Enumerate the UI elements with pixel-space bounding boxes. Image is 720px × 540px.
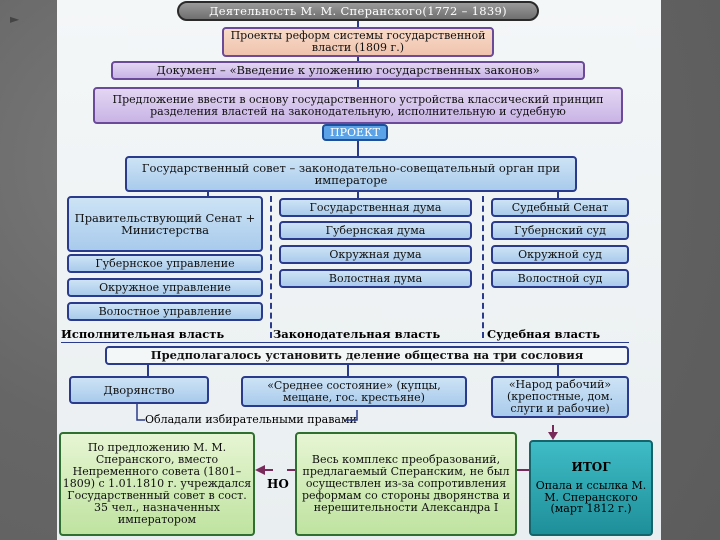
executive-gubernia-box: Губернское управление: [67, 254, 263, 273]
connector-line: [557, 365, 559, 376]
legislative-gubernia-box: Губернская дума: [279, 221, 472, 240]
judicial-branch-label: Судебная власть: [487, 327, 601, 341]
itog-text: Опала и ссылка М. М. Сперанского (март 1812 г.): [535, 478, 647, 516]
branch-underline: [61, 342, 629, 343]
slide-bullet: ►: [10, 12, 20, 26]
divider-line: [482, 196, 484, 338]
council-result-box: По предложению М. М. Сперанского, вместо Непременного совета (1801–1809) с 1.01.1810 г. учреждался Государственный совет в сост. 35 чел., назначенных императором: [59, 432, 255, 536]
judicial-senate-box: Судебный Сенат: [491, 198, 629, 217]
executive-branch-label: Исполнительная власть: [61, 327, 225, 341]
legislative-branch-label: Законодательная власть: [273, 327, 441, 341]
connector-line: [357, 141, 359, 156]
voting-rights-label: Обладали избирательными правами: [145, 413, 357, 426]
judicial-okrug-box: Окружной суд: [491, 245, 629, 264]
project-reforms-box: Проекты реформ системы государственной власти (1809 г.): [222, 27, 494, 57]
itog-title: ИТОГ: [571, 459, 611, 474]
estates-header: Предполагалось установить деление общества на три сословия: [105, 346, 629, 365]
judicial-gubernia-box: Губернский суд: [491, 221, 629, 240]
document-box: Документ – «Введение к уложению государственных законов»: [111, 61, 585, 80]
executive-okrug-box: Окружное управление: [67, 278, 263, 297]
estate-middle-box: «Среднее состояние» (купцы, мещане, гос. крестьяне): [241, 376, 467, 407]
state-council-box: Государственный совет – законодательно-совещательный орган при императоре: [125, 156, 577, 192]
reforms-result-box: Весь комплекс преобразований, предлагаемый Сперанским, не был осуществлен из-за сопротивления реформам со стороны дворянства и нерешительности Александра I: [295, 432, 517, 536]
connector-no-label: НО: [267, 477, 289, 491]
judicial-volost-box: Волостной суд: [491, 269, 629, 288]
connector-line: [357, 80, 359, 87]
estate-workers-box: «Народ рабочий» (крепостные, дом. слуги и рабочие): [491, 376, 629, 418]
diagram-title: Деятельность М. М. Сперанского(1772 – 1839): [177, 1, 539, 21]
diagram-slide: [57, 0, 661, 540]
itog-box: [529, 440, 653, 536]
project-label: ПРОЕКТ: [322, 124, 388, 141]
divider-line: [270, 196, 272, 338]
proposal-box: Предложение ввести в основу государственного устройства классический принцип разделения властей на законодательную, исполнительную и судебную: [93, 87, 623, 124]
connector-line: [347, 365, 349, 376]
executive-senate-box: Правительствующий Сенат + Министерства: [67, 196, 263, 252]
executive-volost-box: Волостное управление: [67, 302, 263, 321]
legislative-volost-box: Волостная дума: [279, 269, 472, 288]
legislative-okrug-box: Окружная дума: [279, 245, 472, 264]
estate-nobility-box: Дворянство: [69, 376, 209, 404]
legislative-state-duma-box: Государственная дума: [279, 198, 472, 217]
connector-line: [147, 365, 149, 376]
